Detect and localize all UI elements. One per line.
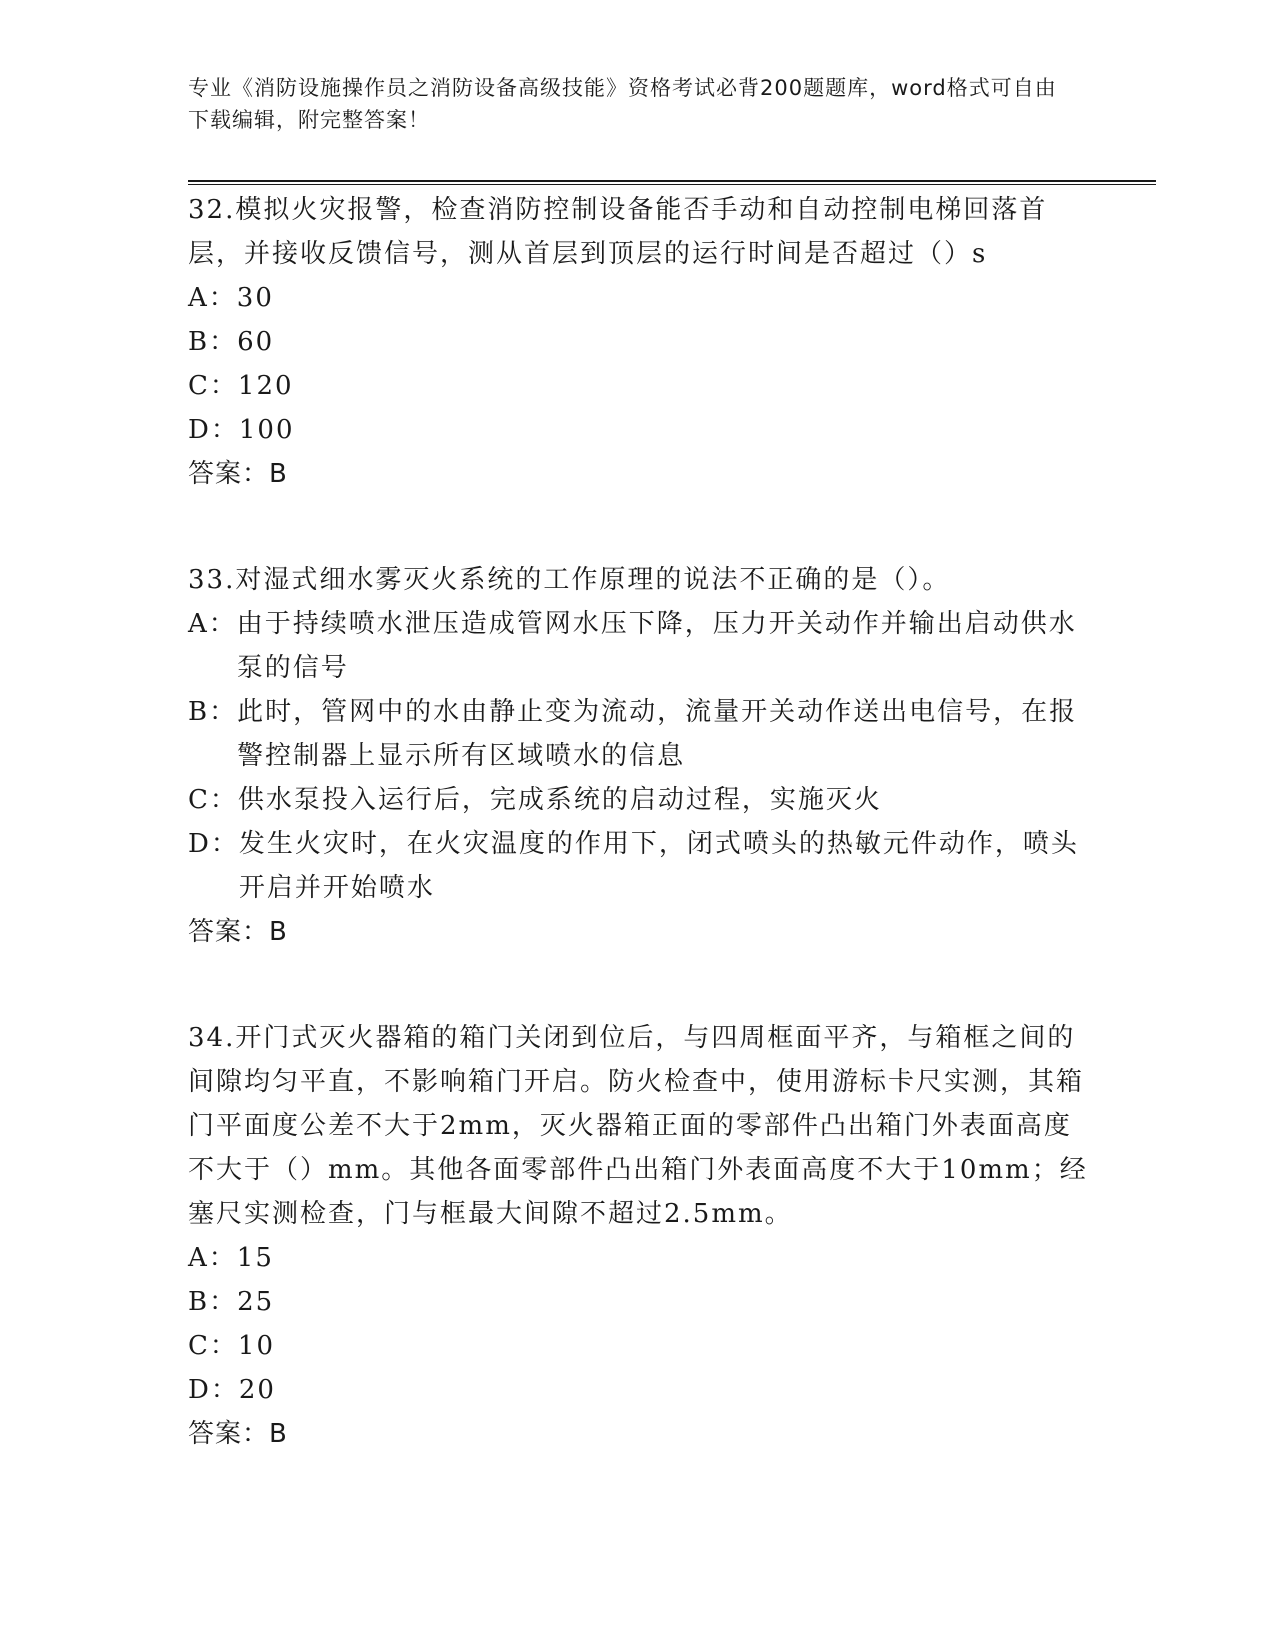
option-letter: C： bbox=[188, 785, 238, 815]
option-a bbox=[188, 276, 1088, 320]
question-stem: 33.对湿式细水雾灭火系统的工作原理的说法不正确的是（）。 bbox=[188, 565, 951, 595]
question-stem: 34.开门式灭火器箱的箱门关闭到位后，与四周框面平齐，与箱框之间的间隙均匀平直，不影响箱门开启。防火检查中，使用游标卡尺实测，其箱门平面度公差不大于2mm，灭火器箱正面的零部件凸出箱门外表面高度不大于（）mm。其他各面零部件凸出箱门外表面高度不大于10mm；经塞尺实测检查，门与框最大间隙不超过2.5mm。 bbox=[188, 1023, 1088, 1229]
answer-line: 答案：B bbox=[188, 917, 288, 947]
question-stem: 32.模拟火灾报警，检查消防控制设备能否手动和自动控制电梯回落首层，并接收反馈信号，测从首层到顶层的运行时间是否超过（）s bbox=[188, 195, 1048, 269]
option-d bbox=[188, 822, 1088, 910]
question-34 bbox=[188, 1016, 1088, 1456]
option-letter: A： bbox=[188, 1243, 237, 1273]
option-d bbox=[188, 1368, 1088, 1412]
option-c bbox=[188, 364, 1088, 408]
option-letter: A： bbox=[188, 283, 237, 313]
question-list bbox=[188, 188, 1088, 1518]
option-letter: A： bbox=[188, 609, 237, 639]
option-text: 由于持续喷水泄压造成管网水压下降，压力开关动作并输出启动供水泵的信号 bbox=[236, 609, 1077, 683]
option-text: 60 bbox=[237, 327, 275, 357]
option-b bbox=[188, 690, 1088, 778]
question-33 bbox=[188, 558, 1088, 954]
header-divider bbox=[188, 180, 1156, 182]
option-text: 100 bbox=[238, 415, 295, 445]
option-b bbox=[188, 320, 1088, 364]
option-text: 15 bbox=[236, 1243, 274, 1273]
option-letter: B： bbox=[188, 1287, 238, 1317]
header-divider-thin bbox=[188, 184, 1156, 185]
option-letter: C： bbox=[188, 1331, 238, 1361]
option-text: 发生火灾时，在火灾温度的作用下，闭式喷头的热敏元件动作，喷头开启并开始喷水 bbox=[238, 829, 1079, 903]
page-title: 专业《消防设施操作员之消防设备高级技能》资格考试必背200题题库，word格式可自由下载编辑，附完整答案！ bbox=[188, 76, 1057, 132]
option-a bbox=[188, 1236, 1088, 1280]
option-text: 25 bbox=[237, 1287, 275, 1317]
option-c bbox=[188, 1324, 1088, 1368]
option-text: 10 bbox=[237, 1331, 275, 1361]
option-c bbox=[188, 778, 1088, 822]
option-text: 30 bbox=[236, 283, 274, 313]
option-text: 供水泵投入运行后，完成系统的启动过程，实施灭火 bbox=[237, 785, 882, 815]
question-32 bbox=[188, 188, 1088, 496]
option-text: 120 bbox=[237, 371, 294, 401]
answer-line: 答案：B bbox=[188, 1419, 288, 1449]
option-letter: B： bbox=[188, 327, 238, 357]
option-text: 20 bbox=[238, 1375, 276, 1405]
option-d bbox=[188, 408, 1088, 452]
option-a bbox=[188, 602, 1088, 690]
option-letter: C： bbox=[188, 371, 238, 401]
option-letter: D： bbox=[188, 829, 239, 859]
option-letter: D： bbox=[188, 1375, 239, 1405]
option-letter: D： bbox=[188, 415, 239, 445]
option-text: 此时，管网中的水由静止变为流动，流量开关动作送出电信号，在报警控制器上显示所有区域喷水的信息 bbox=[237, 697, 1078, 771]
option-b bbox=[188, 1280, 1088, 1324]
answer-line: 答案：B bbox=[188, 459, 288, 489]
option-letter: B： bbox=[188, 697, 238, 727]
